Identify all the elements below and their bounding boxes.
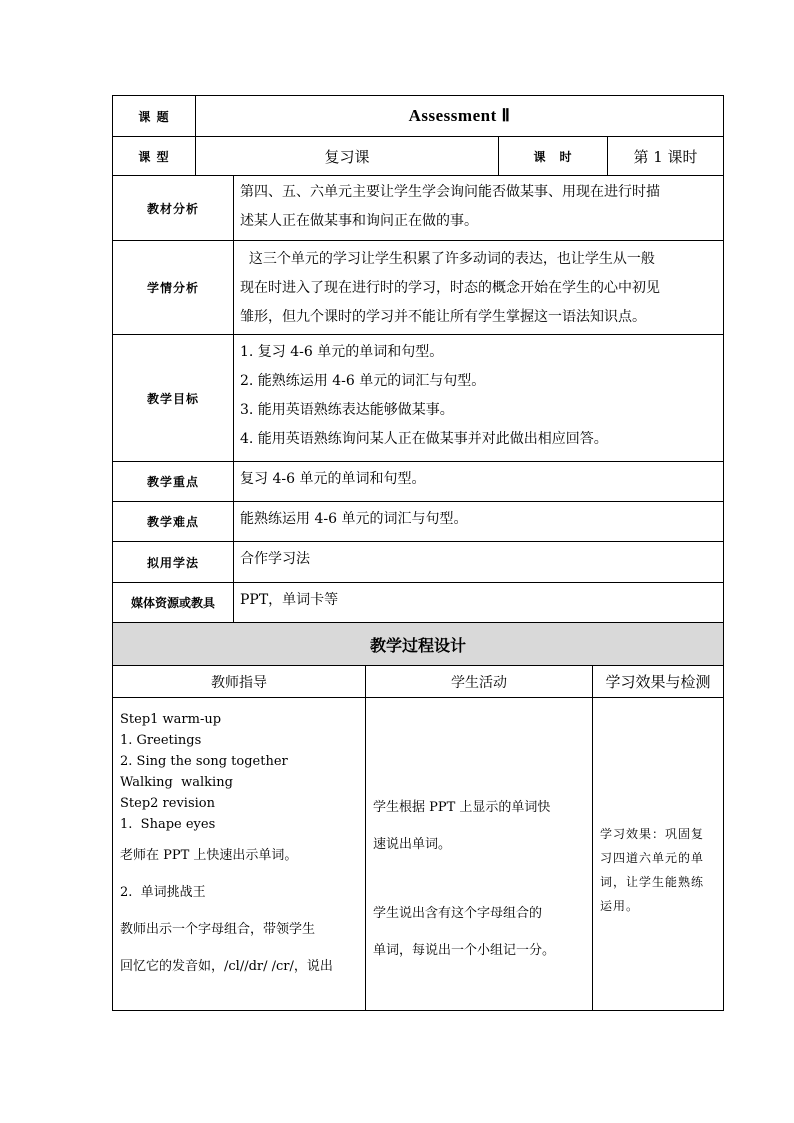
effect-text: 词，让学生能熟练	[600, 875, 705, 889]
step-line: 1. Shape eyes	[120, 817, 216, 832]
text-line: 现在时进入了现在进行时的学习，时态的概念开始在学生的心中初见	[240, 280, 660, 296]
col-header-student: 学生活动	[365, 665, 593, 698]
row-label-material: 教材分析	[112, 175, 234, 241]
process-title: 教学过程设计	[112, 622, 724, 666]
lesson-plan-table	[113, 96, 725, 1012]
teacher-text: 教师出示一个字母组合，带领学生	[120, 922, 316, 937]
hours-label: 课 时	[498, 136, 608, 176]
row-content-material	[233, 175, 724, 241]
text-line: PPT，单词卡等	[240, 592, 339, 608]
topic-value: Assessment Ⅱ	[195, 95, 724, 137]
teacher-text: 2. 单词挑战王	[120, 885, 206, 900]
goal-item: 4. 能用英语熟练询问某人正在做某事并对此做出相应回答。	[240, 431, 608, 447]
col-header-effect: 学习效果与检测	[592, 665, 724, 698]
goal-item: 2. 能熟练运用 4-6 单元的词汇与句型。	[240, 373, 486, 389]
type-label: 课 型	[112, 136, 196, 176]
step-line: 1. Greetings	[120, 733, 202, 748]
text-line: 合作学习法	[240, 551, 310, 567]
teacher-guidance-cell	[112, 697, 366, 1011]
effect-text: 学习效果：巩固复	[600, 827, 705, 841]
step-line: Step2 revision	[120, 796, 215, 811]
effect-text: 运用。	[600, 899, 640, 913]
row-content-difficulty	[233, 501, 724, 542]
goal-item: 3. 能用英语熟练表达能够做某事。	[240, 402, 454, 418]
row-content-media	[233, 582, 724, 623]
text-line: 雏形，但九个课时的学习并不能让所有学生掌握这一语法知识点。	[240, 309, 646, 325]
step-line: Step1 warm-up	[120, 712, 222, 727]
student-text: 学生说出含有这个字母组合的	[373, 906, 543, 921]
step-line: Walking walking	[120, 775, 233, 790]
row-content-students	[233, 240, 724, 335]
row-content-goals	[233, 334, 724, 462]
hours-value: 第 1 课时	[607, 136, 724, 176]
row-content-method	[233, 541, 724, 583]
row-content-focus	[233, 461, 724, 502]
effect-text: 习四道六单元的单	[600, 851, 705, 865]
step-line: 2. Sing the song together	[120, 754, 288, 769]
row-label-method: 拟用学法	[112, 541, 234, 583]
student-text: 学生根据 PPT 上显示的单词快	[373, 800, 551, 815]
topic-label: 课 题	[112, 95, 196, 137]
row-label-focus: 教学重点	[112, 461, 234, 502]
student-activity-cell	[365, 697, 593, 1011]
teacher-text: 老师在 PPT 上快速出示单词。	[120, 848, 298, 863]
teacher-text: 回忆它的发音如，/cl//dr/ /cr/，说出	[120, 959, 333, 974]
text-line: 述某人正在做某事和询问正在做的事。	[240, 213, 478, 229]
text-line: 能熟练运用 4-6 单元的词汇与句型。	[240, 511, 468, 527]
goal-item: 1. 复习 4-6 单元的单词和句型。	[240, 344, 444, 360]
student-text: 速说出单词。	[373, 837, 452, 852]
text-line: 复习 4-6 单元的单词和句型。	[240, 471, 426, 487]
student-text: 单词，每说出一个小组记一分。	[373, 943, 556, 958]
text-line: 第四、五、六单元主要让学生学会询问能否做某事、用现在进行时描	[240, 184, 660, 200]
row-label-goals: 教学目标	[112, 334, 234, 462]
row-label-students: 学情分析	[112, 240, 234, 335]
row-label-media: 媒体资源或教具	[112, 582, 234, 623]
col-header-teacher: 教师指导	[112, 665, 366, 698]
row-label-difficulty: 教学难点	[112, 501, 234, 542]
text-line: 这三个单元的学习让学生积累了许多动词的表达，也让学生从一般	[240, 251, 655, 267]
learning-effect-cell	[592, 697, 724, 1011]
type-value: 复习课	[195, 136, 499, 176]
